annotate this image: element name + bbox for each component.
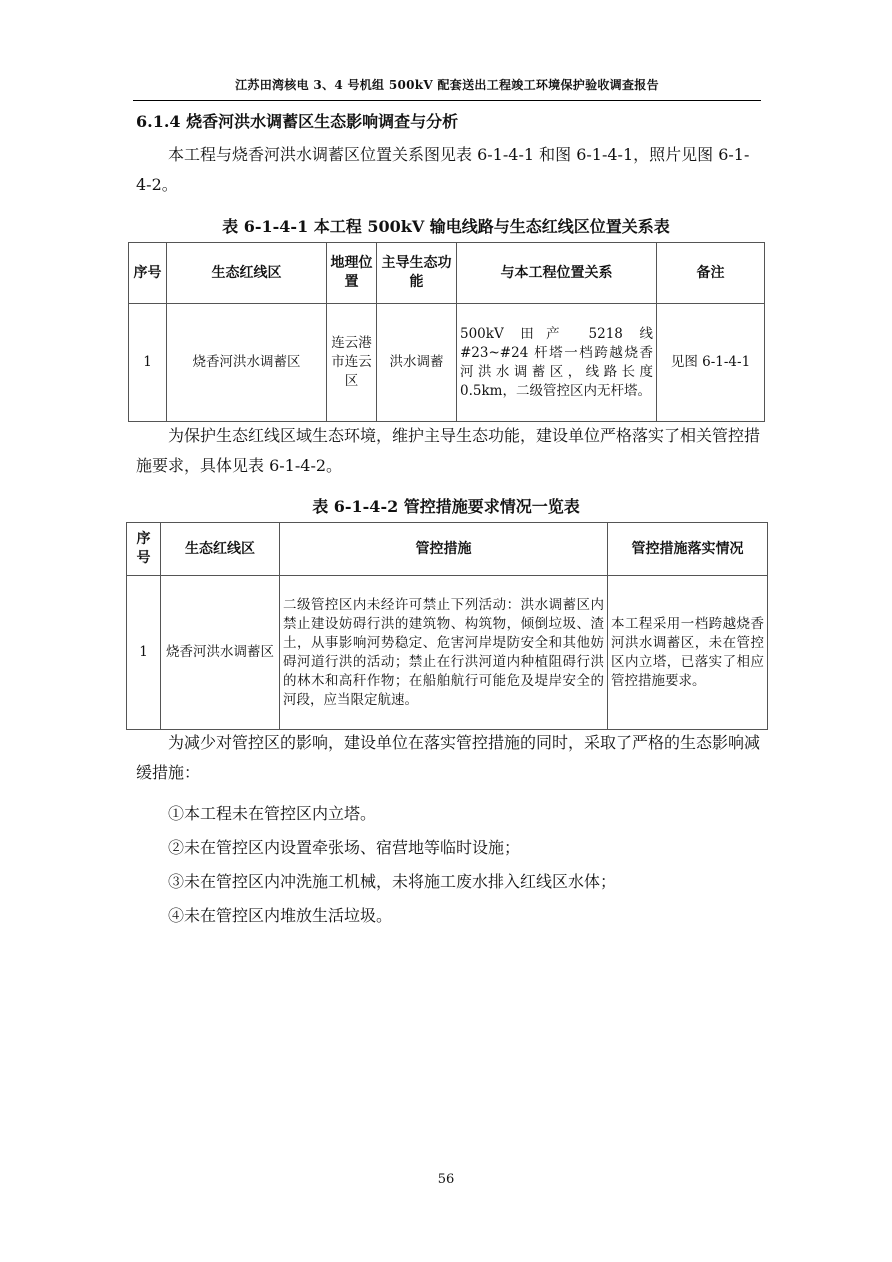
header-location: 地理位置 — [327, 243, 377, 304]
control-measures-table — [126, 522, 768, 730]
cell-measures: 二级管控区内未经许可禁止下列活动：洪水调蓄区内禁止建设妨碍行洪的建筑物、构筑物，倾倒垃圾、渣土，从事影响河势稳定、危害河岸堤防安全和其他妨碍河道行洪的活动；禁止在行洪河道内种植阻碍行洪的林木和高秆作物；在船舶航行可能危及堤岸安全的河段，应当限定航速。 — [280, 576, 608, 730]
header-relation: 与本工程位置关系 — [457, 243, 657, 304]
table-header-row — [127, 523, 768, 576]
cell-no: 1 — [129, 304, 167, 422]
table-header-row — [129, 243, 765, 304]
report-header: 江苏田湾核电 3、4 号机组 500kV 配套送出工程竣工环境保护验收调查报告 — [235, 78, 659, 92]
intro-paragraph: 本工程与烧香河洪水调蓄区位置关系图见表 6-1-4-1 和图 6-1-4-1，照片见图 6-1-4-2。 — [136, 145, 750, 194]
cell-location: 连云港市连云区 — [327, 304, 377, 422]
cell-zone: 烧香河洪水调蓄区 — [167, 304, 327, 422]
list-item: ③未在管控区内冲洗施工机械，未将施工废水排入红线区水体； — [168, 872, 617, 891]
cell-zone: 烧香河洪水调蓄区 — [161, 576, 280, 730]
page-number: 56 — [437, 1172, 455, 1187]
list-item: ②未在管控区内设置牵张场、宿营地等临时设施； — [168, 838, 521, 857]
header-zone: 生态红线区 — [161, 523, 280, 576]
cell-relation: 500kV 田产 5218 线#23~#24 杆塔一档跨越烧香河洪水调蓄区，线路长度 0.5km，二级管控区内无杆塔。 — [457, 304, 657, 422]
header-status: 管控措施落实情况 — [608, 523, 768, 576]
table-row — [129, 304, 765, 422]
cell-status: 本工程采用一档跨越烧香河洪水调蓄区，未在管控区内立塔，已落实了相应管控措施要求。 — [608, 576, 768, 730]
header-no: 序号 — [127, 523, 161, 576]
header-function: 主导生态功能 — [377, 243, 457, 304]
table1-caption: 表 6-1-4-1 本工程 500kV 输电线路与生态红线区位置关系表 — [222, 217, 670, 236]
header-no: 序号 — [129, 243, 167, 304]
cell-remark: 见图 6-1-4-1 — [657, 304, 765, 422]
list-item: ④未在管控区内堆放生活垃圾。 — [168, 906, 393, 925]
reduce-paragraph: 为减少对管控区的影响，建设单位在落实管控措施的同时，采取了严格的生态影响减缓措施： — [136, 733, 761, 782]
header-measures: 管控措施 — [280, 523, 608, 576]
table-row — [127, 576, 768, 730]
position-relation-table — [128, 242, 765, 422]
header-remark: 备注 — [657, 243, 765, 304]
protect-paragraph: 为保护生态红线区域生态环境，维护主导生态功能，建设单位严格落实了相关管控措施要求，具体见表 6-1-4-2。 — [136, 426, 761, 475]
header-zone: 生态红线区 — [167, 243, 327, 304]
section-heading: 6.1.4 烧香河洪水调蓄区生态影响调查与分析 — [136, 112, 459, 131]
header-divider — [133, 100, 761, 101]
cell-function: 洪水调蓄 — [377, 304, 457, 422]
table2-caption: 表 6-1-4-2 管控措施要求情况一览表 — [312, 497, 580, 516]
cell-no: 1 — [127, 576, 161, 730]
list-item: ①本工程未在管控区内立塔。 — [168, 804, 377, 823]
